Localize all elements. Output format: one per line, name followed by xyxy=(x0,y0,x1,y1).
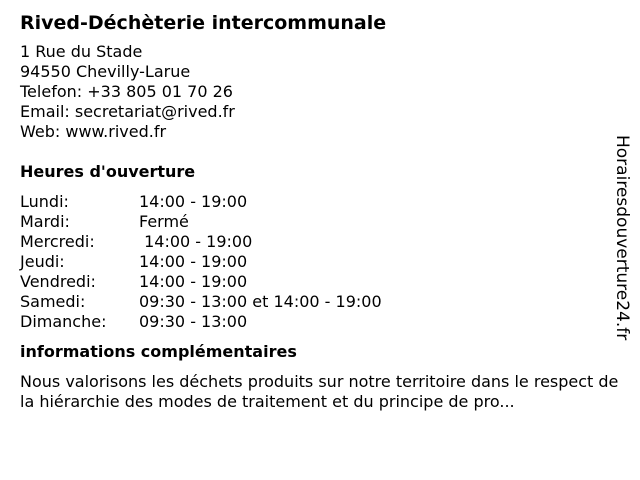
hours-row-mardi xyxy=(20,212,610,232)
address-city: 94550 Chevilly-Larue xyxy=(20,62,191,81)
hours-row-dimanche xyxy=(20,312,610,332)
hours-time: Fermé xyxy=(139,212,189,231)
web-text: Web: www.rived.fr xyxy=(20,122,167,141)
hours-time: 14:00 - 19:00 xyxy=(139,252,248,271)
hours-row-lundi xyxy=(20,192,610,212)
hours-day: Mercredi: xyxy=(20,232,95,251)
hours-day: Mardi: xyxy=(20,212,70,231)
phone-text: Telefon: +33 805 01 70 26 xyxy=(20,82,233,101)
hours-day: Samedi: xyxy=(20,292,86,311)
hours-row-jeudi xyxy=(20,252,610,272)
hours-row-mercredi xyxy=(20,232,610,252)
info-description: Nous valorisons les déchets produits sur notre territoire dans le respect de la hiérarchie des modes de traitement et du principe de pro... xyxy=(20,372,619,411)
hours-time: 09:30 - 13:00 et 14:00 - 19:00 xyxy=(139,292,382,311)
business-name: Rived-Déchèterie intercommunale xyxy=(20,12,387,34)
info-heading: informations complémentaires xyxy=(20,342,297,361)
hours-day: Dimanche: xyxy=(20,312,107,331)
address-street: 1 Rue du Stade xyxy=(20,42,143,61)
hours-day: Vendredi: xyxy=(20,272,96,291)
hours-day: Lundi: xyxy=(20,192,69,211)
business-card xyxy=(20,10,619,412)
hours-time: 14:00 - 19:00 xyxy=(139,192,248,211)
hours-row-samedi xyxy=(20,292,610,312)
hours-day: Jeudi: xyxy=(20,252,65,271)
site-watermark: Horairesdouverture24.fr xyxy=(612,135,632,341)
contact-block xyxy=(20,42,610,142)
email-text: Email: secretariat@rived.fr xyxy=(20,102,235,121)
hours-time: 14:00 - 19:00 xyxy=(139,272,248,291)
hours-table xyxy=(20,192,610,332)
hours-time: 14:00 - 19:00 xyxy=(139,232,253,251)
hours-time: 09:30 - 13:00 xyxy=(139,312,248,331)
hours-row-vendredi xyxy=(20,272,610,292)
hours-heading: Heures d'ouverture xyxy=(20,162,196,181)
